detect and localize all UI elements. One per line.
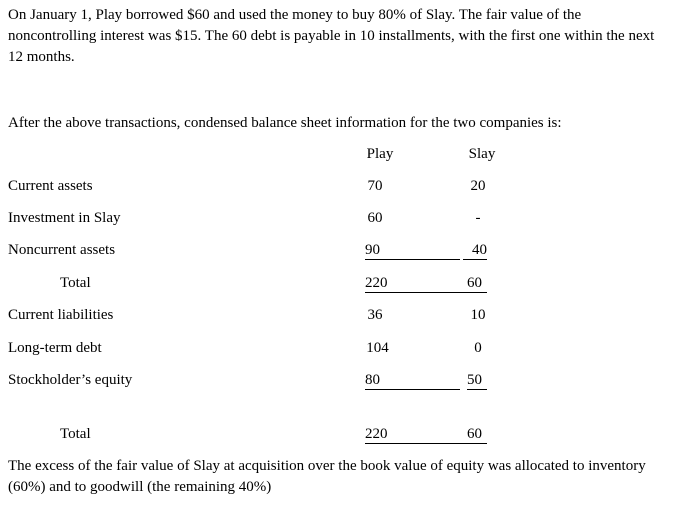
intro-paragraph: On January 1, Play borrowed $60 and used the money to buy 80% of Slay. The fair value of the noncontrolling interest was $15. The 60 debt is payable in 10 installments, with the first one within the next 12 months. — [8, 7, 655, 65]
header-slay: Slay — [468, 146, 496, 162]
header-play: Play — [366, 146, 394, 162]
row-play-current-liabilities: 36 — [367, 307, 383, 323]
row-play-total-assets: 220 — [365, 274, 487, 293]
row-play-noncurrent-assets: 90 — [365, 241, 460, 260]
row-slay-noncurrent-assets: 40 — [463, 241, 487, 260]
row-slay-stockholders-equity: 50 — [467, 371, 487, 390]
row-label-long-term-debt: Long-term debt — [8, 340, 102, 356]
row-slay-current-liabilities: 10 — [470, 307, 486, 323]
row-slay-investment: - — [475, 210, 481, 226]
row-label-total-liabilities-equity: Total — [60, 426, 91, 442]
row-label-stockholders-equity: Stockholder’s equity — [8, 372, 133, 388]
row-label-current-liabilities: Current liabilities — [8, 307, 114, 323]
row-play-stockholders-equity: 80 — [365, 371, 460, 390]
row-slay-current-assets: 20 — [470, 178, 486, 194]
row-slay-long-term-debt: 0 — [474, 340, 482, 356]
row-play-long-term-debt: 104 — [366, 340, 389, 356]
row-play-investment: 60 — [367, 210, 383, 226]
row-label-noncurrent-assets: Noncurrent assets — [8, 242, 116, 258]
row-slay-total-liabilities-equity: 60 — [467, 426, 482, 442]
row-slay-total-assets: 60 — [467, 275, 482, 291]
row-label-total-assets: Total — [60, 275, 91, 291]
footer-paragraph: The excess of the fair value of Slay at acquisition over the book value of equity was allocated to inventory (60%) and to goodwill (the remaining 40%) — [8, 458, 646, 495]
row-label-current-assets: Current assets — [8, 178, 93, 194]
row-play-current-assets: 70 — [367, 178, 383, 194]
row-label-investment: Investment in Slay — [8, 210, 121, 226]
lead-sentence: After the above transactions, condensed balance sheet information for the two companies is: — [8, 115, 562, 131]
row-play-total-liabilities-equity: 220 — [365, 425, 487, 444]
